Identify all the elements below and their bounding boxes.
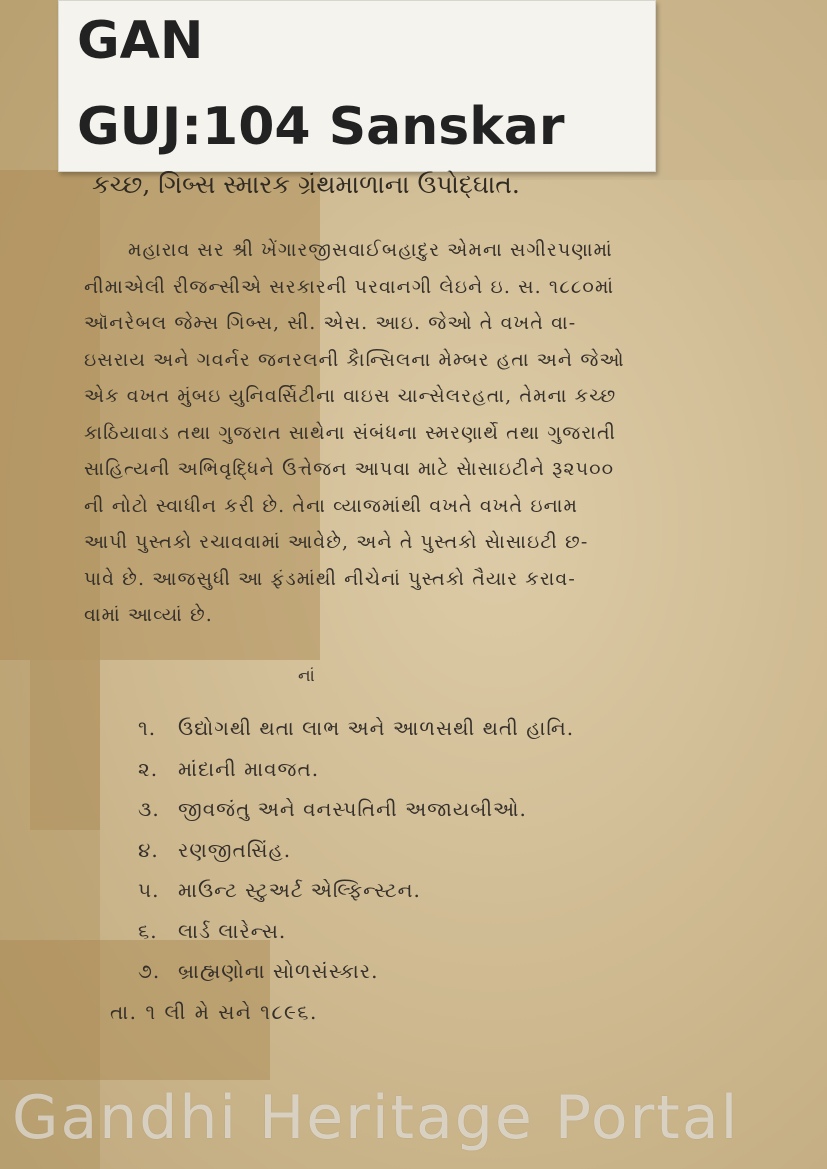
document-date: તા. ૧ લી મે સને ૧૮૯૬. (110, 1000, 318, 1024)
paper-stain (30, 660, 100, 830)
list-item-number: ૨. (138, 756, 159, 781)
paragraph-line: વામાં આવ્યાં છે. (84, 604, 213, 626)
list-item-title: લાર્ડ લારેન્સ. (178, 918, 287, 943)
list-item-number: ૬. (138, 918, 158, 943)
watermark: Gandhi Heritage Portal (12, 1083, 740, 1153)
list-item-number: ૫. (138, 878, 160, 902)
list-item (138, 789, 758, 830)
catalog-label (58, 0, 656, 172)
paragraph-line: સાહિત્યની અભિવૃદ્ધિને ઉત્તેજન આપવા માટે સેાસાઇટીને રૂ૨૫૦૦ (84, 458, 615, 480)
list-item-title: માઉન્ટ સ્ટુઅર્ટ એલ્ફિન્સ્ટન. (178, 878, 421, 902)
paragraph-line: ઑનરેબલ જેમ્સ ગિબ્સ, સી. એસ. આઇ. જેઓ તે વખતે વા- (84, 312, 577, 334)
paragraph-line: મહારાવ સર શ્રી ખેંગારજીસવાઈબહાદુર એમના સગીરપણામાં (128, 239, 613, 261)
list-item-title: રણજીતસિંહ. (178, 837, 292, 862)
paragraph-line: નીમાએલી રીજન્સીએ સરકારની પરવાનગી લેઇને ઇ. સ. ૧૮૮૦માં (84, 275, 615, 298)
list-item-number: ૧. (138, 716, 157, 740)
list-item (138, 708, 758, 749)
paragraph-line: આપી પુસ્તકો રચાવવામાં આવેછે, અને તે પુસ્તકો સેાસાઇટી છ- (84, 531, 589, 553)
list-item (138, 749, 758, 790)
catalog-label-code: GAN (77, 11, 204, 71)
paragraph-line: ઇસરાય અને ગવર્નર જનરલની કૈાન્સિલના મેમ્બર હતા અને જેઓ (84, 348, 625, 371)
paragraph-line: એક વખત મુંબઇ યુનિવર્સિટીના વાઇસ ચાન્સેલરહતા, તેમના કચ્છ (84, 385, 617, 407)
list-item (138, 911, 758, 952)
book-list (138, 708, 758, 992)
paragraph-line: કાઠિયાવાડ તથા ગુજરાત સાથેના સંબંધના સ્મરણાર્થે તથા ગુજરાતી (84, 421, 617, 444)
intro-paragraph (84, 232, 774, 634)
list-item-title: ઉદ્યોગથી થતા લાભ અને આળસથી થતી હાનિ. (178, 716, 575, 740)
page-heading (92, 162, 752, 198)
list-item-number: ૩. (138, 797, 160, 821)
list-item-number: ૪. (138, 837, 159, 862)
paragraph-line: પાવે છે. આજસુધી આ ફંડમાંથી નીચેનાં પુસ્તકો તૈયાર કરાવ- (84, 567, 576, 590)
catalog-label-title: GUJ:104 Sanskar (77, 97, 565, 157)
list-item (138, 830, 758, 871)
list-item-title: બ્રાહ્મણોના સોળસંસ્કાર. (178, 959, 379, 983)
list-item-title: માંદાની માવજત. (178, 756, 320, 781)
list-item (138, 870, 758, 911)
list-item-number: ૭. (138, 959, 161, 983)
page-heading-text: કચ્છ, ગિબ્સ સ્મારક ગ્રંથમાળાના ઉપોદ્ઘાત. (92, 170, 520, 198)
paragraph-line: ની નોટો સ્વાધીન કરી છે. તેના વ્યાજમાંથી વખતે વખતે ઇનામ (84, 494, 579, 517)
list-separator: નાં (298, 666, 315, 686)
list-item-title: જીવજંતુ અને વનસ્પતિની અજાયબીઓ. (178, 797, 527, 821)
list-item (138, 951, 758, 992)
